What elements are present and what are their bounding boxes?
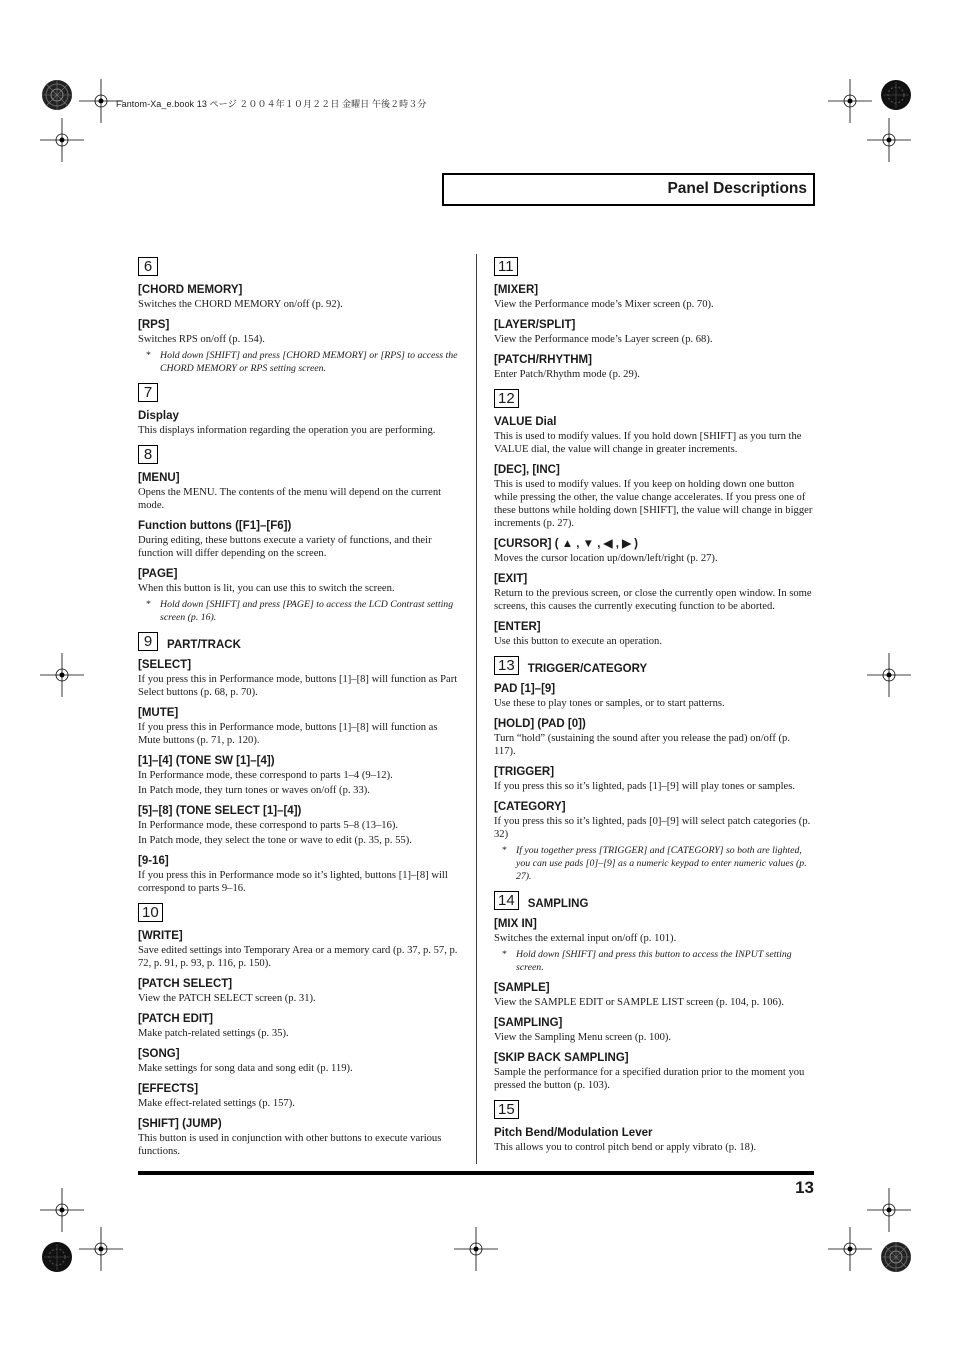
item-description: This button is used in conjunction with other buttons to execute various functions. <box>138 1133 442 1157</box>
item-heading: [MIX IN] <box>494 918 537 930</box>
page-number: 13 <box>795 1178 814 1197</box>
panel-section-8 <box>138 445 458 624</box>
item-description: Save edited settings into Temporary Area or a memory card (p. 37, p. 57, p. 72, p. 91, p. 93, p. 116, p. 150). <box>138 945 458 969</box>
section-number-badge: 7 <box>138 383 158 402</box>
item-description: View the Sampling Menu screen (p. 100). <box>494 1032 672 1043</box>
item-heading: [EXIT] <box>494 573 528 585</box>
item-heading: [9-16] <box>138 855 169 867</box>
section-title: SAMPLING <box>527 897 589 910</box>
item-description: This allows you to control pitch bend or apply vibrato (p. 18). <box>494 1142 757 1153</box>
item-description: Make settings for song data and song edit (p. 119). <box>138 1063 353 1074</box>
crosshair-mark-icon <box>79 79 123 123</box>
item-heading: [EFFECTS] <box>138 1083 199 1095</box>
section-number-badge: 13 <box>494 656 519 675</box>
item-description: Switches the CHORD MEMORY on/off (p. 92). <box>138 299 343 310</box>
item-description: If you press this so it’s lighted, pads [0]–[9] will select patch categories (p. 32) <box>494 816 811 840</box>
item-description: This displays information regarding the operation you are performing. <box>138 425 436 436</box>
panel-section-6 <box>138 257 458 375</box>
crosshair-mark-icon <box>40 1188 84 1232</box>
item-heading: [SKIP BACK SAMPLING] <box>494 1052 629 1064</box>
crosshair-mark-icon <box>867 653 911 697</box>
item-note <box>494 844 814 883</box>
left-column <box>138 253 458 1158</box>
panel-section-9 <box>138 632 458 895</box>
item-heading: [SAMPLE] <box>494 982 550 994</box>
registration-target-icon <box>879 78 913 112</box>
item-description: Enter Patch/Rhythm mode (p. 29). <box>494 369 640 380</box>
section-title: TRIGGER/CATEGORY <box>527 662 648 675</box>
item-heading: PAD [1]–[9] <box>494 683 556 695</box>
asterisk-icon: * <box>502 949 507 960</box>
item-heading: [PATCH SELECT] <box>138 978 233 990</box>
item-heading: Function buttons ([F1]–[F6]) <box>138 520 292 532</box>
item-description: Turn “hold” (sustaining the sound after you release the pad) on/off (p. 117). <box>494 733 790 757</box>
crosshair-mark-icon <box>40 653 84 697</box>
item-description: In Performance mode, these correspond to parts 1–4 (9–12). <box>138 770 393 781</box>
item-description: If you press this so it’s lighted, pads [1]–[9] will play tones or samples. <box>494 781 796 792</box>
item-description: In Patch mode, they turn tones or waves on/off (p. 33). <box>138 785 370 796</box>
item-heading: [RPS] <box>138 319 170 331</box>
item-description: This is used to modify values. If you keep on holding down one button while pressing the other, the value change accelerates. If you press one of these buttons while holding down [SHIFT], the value will change in bigger increments (p. 27). <box>494 479 813 529</box>
registration-sunburst-icon <box>40 78 74 112</box>
item-description: View the PATCH SELECT screen (p. 31). <box>138 993 316 1004</box>
item-heading: [CATEGORY] <box>494 801 566 813</box>
item-heading: [HOLD] (PAD [0]) <box>494 718 586 730</box>
item-heading: [MUTE] <box>138 707 179 719</box>
panel-section-13 <box>494 656 814 883</box>
note-text: Hold down [SHIFT] and press [PAGE] to access the LCD Contrast setting screen (p. 16). <box>160 599 454 623</box>
item-description: View the Performance mode’s Layer screen (p. 68). <box>494 334 713 345</box>
item-heading: [5]–[8] (TONE SELECT [1]–[4]) <box>138 805 302 817</box>
crosshair-mark-icon <box>454 1227 498 1271</box>
crosshair-mark-icon <box>828 79 872 123</box>
item-description: In Patch mode, they select the tone or wave to edit (p. 35, p. 55). <box>138 835 412 846</box>
item-description: View the Performance mode’s Mixer screen (p. 70). <box>494 299 714 310</box>
section-number-badge: 9 <box>138 632 158 651</box>
item-description: Switches the external input on/off (p. 101). <box>494 933 677 944</box>
item-description: Return to the previous screen, or close the currently open window. In some screens, this causes the currently executing function to be aborted. <box>494 588 812 612</box>
item-heading: [ENTER] <box>494 621 541 633</box>
section-number-badge: 8 <box>138 445 158 464</box>
crosshair-mark-icon <box>40 118 84 162</box>
item-heading: [CHORD MEMORY] <box>138 284 243 296</box>
footer-rule <box>138 1171 814 1175</box>
panel-section-15 <box>494 1100 814 1154</box>
crosshair-mark-icon <box>867 118 911 162</box>
item-heading: [PAGE] <box>138 568 178 580</box>
item-description: Opens the MENU. The contents of the menu will depend on the current mode. <box>138 487 442 511</box>
item-description: Switches RPS on/off (p. 154). <box>138 334 265 345</box>
item-heading: [LAYER/SPLIT] <box>494 319 576 331</box>
section-number-badge: 14 <box>494 891 519 910</box>
item-heading: VALUE Dial <box>494 416 557 428</box>
asterisk-icon: * <box>146 350 151 361</box>
print-mark-text: Fantom-Xa_e.book 13 ページ ２００４年１０月２２日 金曜日 午後２時３分 <box>116 99 427 109</box>
section-number-badge: 6 <box>138 257 158 276</box>
item-heading: [MENU] <box>138 472 180 484</box>
item-description: If you press this in Performance mode, buttons [1]–[8] will function as Mute buttons (p. 71, p. 120). <box>138 722 438 746</box>
item-heading: [TRIGGER] <box>494 766 555 778</box>
asterisk-icon: * <box>502 845 507 856</box>
item-description: During editing, these buttons execute a variety of functions, and their function will differ depending on the screen. <box>138 535 432 559</box>
item-heading: Pitch Bend/Modulation Lever <box>494 1127 653 1139</box>
item-heading: Display <box>138 410 179 422</box>
registration-target-icon <box>40 1240 74 1274</box>
item-heading: [SAMPLING] <box>494 1017 563 1029</box>
item-description: Sample the performance for a specified duration prior to the moment you pressed the button (p. 103). <box>494 1067 805 1091</box>
section-header-box <box>442 173 815 206</box>
right-column <box>494 253 814 1154</box>
item-note <box>138 349 458 375</box>
note-text: Hold down [SHIFT] and press this button to access the INPUT setting screen. <box>516 949 792 973</box>
note-text: If you together press [TRIGGER] and [CATEGORY] so both are lighted, you can use pads [0]–[9] as a numeric keypad to enter numeric values (p. 27). <box>516 845 807 882</box>
item-description: Use these to play tones or samples, or to start patterns. <box>494 698 725 709</box>
item-heading: [WRITE] <box>138 930 183 942</box>
panel-section-11 <box>494 257 814 381</box>
column-divider <box>476 254 477 1164</box>
panel-section-12 <box>494 389 814 648</box>
asterisk-icon: * <box>146 599 151 610</box>
panel-section-14 <box>494 891 814 1092</box>
panel-section-7 <box>138 383 458 437</box>
registration-sunburst-icon <box>879 1240 913 1274</box>
section-number-badge: 12 <box>494 389 519 408</box>
item-description: Make patch-related settings (p. 35). <box>138 1028 289 1039</box>
item-heading: [PATCH EDIT] <box>138 1013 213 1025</box>
item-description: When this button is lit, you can use this to switch the screen. <box>138 583 395 594</box>
item-description: Moves the cursor location up/down/left/right (p. 27). <box>494 553 718 564</box>
item-heading: [SONG] <box>138 1048 180 1060</box>
item-note <box>138 598 458 624</box>
item-note <box>494 948 814 974</box>
item-heading: [SHIFT] (JUMP) <box>138 1118 222 1130</box>
crosshair-mark-icon <box>79 1227 123 1271</box>
item-heading: [SELECT] <box>138 659 192 671</box>
section-number-badge: 10 <box>138 903 163 922</box>
item-description: This is used to modify values. If you hold down [SHIFT] as you turn the VALUE dial, the value will change in greater increments. <box>494 431 802 455</box>
item-description: If you press this in Performance mode, buttons [1]–[8] will function as Part Select buttons (p. 68, p. 70). <box>138 674 458 698</box>
item-description: View the SAMPLE EDIT or SAMPLE LIST screen (p. 104, p. 106). <box>494 997 784 1008</box>
section-number-badge: 15 <box>494 1100 519 1119</box>
item-heading: [CURSOR] ( ▲ , ▼ , ◀ , ▶ ) <box>494 538 638 550</box>
item-heading: [1]–[4] (TONE SW [1]–[4]) <box>138 755 275 767</box>
note-text: Hold down [SHIFT] and press [CHORD MEMORY] or [RPS] to access the CHORD MEMORY or RPS setting screen. <box>160 350 458 374</box>
item-heading: [PATCH/RHYTHM] <box>494 354 592 366</box>
item-description: In Performance mode, these correspond to parts 5–8 (13–16). <box>138 820 399 831</box>
panel-section-10 <box>138 903 458 1158</box>
item-description: Use this button to execute an operation. <box>494 636 662 647</box>
section-title: PART/TRACK <box>167 638 241 651</box>
item-heading: [MIXER] <box>494 284 539 296</box>
item-description: If you press this in Performance mode so it’s lighted, buttons [1]–[8] will correspond to parts 9–16. <box>138 870 448 894</box>
page-title: Panel Descriptions <box>667 180 807 197</box>
crosshair-mark-icon <box>828 1227 872 1271</box>
item-heading: [DEC], [INC] <box>494 464 560 476</box>
section-number-badge: 11 <box>494 257 518 276</box>
item-description: Make effect-related settings (p. 157). <box>138 1098 295 1109</box>
crosshair-mark-icon <box>867 1188 911 1232</box>
